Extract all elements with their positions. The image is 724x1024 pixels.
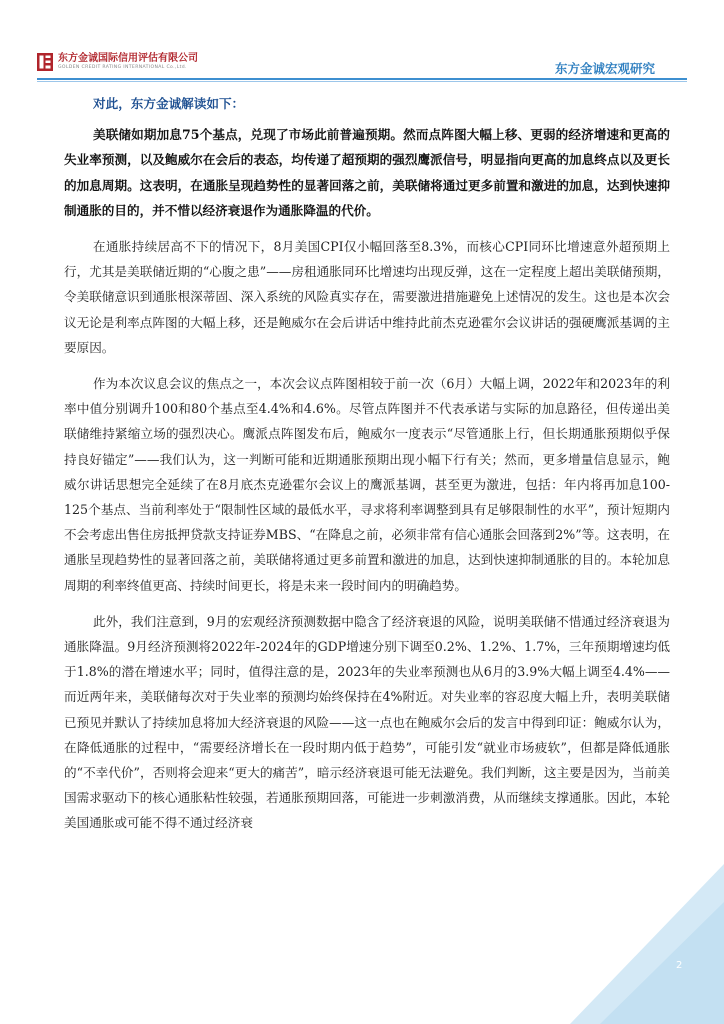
company-name-en: GOLDEN CREDIT RATING INTERNATIONAL Co.,Ltd. [58, 64, 187, 70]
header-divider [37, 78, 687, 80]
page-header [0, 0, 724, 84]
company-name-cn: 东方金诚国际信用评估有限公司 [58, 52, 198, 64]
corner-decoration [570, 864, 724, 1024]
report-brand: 东方金诚宏观研究 [554, 61, 655, 76]
logo-mark-icon [37, 53, 53, 71]
paragraph-inflation: 在通胀持续居高不下的情况下，8月美国CPI仅小幅回落至8.3%，而核心CPI同环比增速意外超预期上行，尤其是美联储近期的“心腹之患”——房租通胀同环比增速均出现反弹，这在一定程度上超出美联储预期，令美联储意识到通胀根深蒂固、深入系统的风险真实存在，需要激进措施避免上述情况的发生。这也是本次会议无论是利率点阵图的大幅上移，还是鲍威尔在会后讲话中维持此前杰克逊霍尔会议讲话的强硬鹰派基调的主要原因。 [64, 239, 670, 355]
company-logo [37, 50, 277, 74]
paragraph-recession-risk: 此外，我们注意到，9月的宏观经济预测数据中隐含了经济衰退的风险，说明美联储不惜通过经济衰退为通胀降温。9月经济预测将2022年-2024年的GDP增速分别下调至0.2%、1.2%、1.7%，三年预期增速均低于1.8%的潜在增速水平；同时，值得注意的是，2023年的失业率预测也从6月的3.9%大幅上调至4.4%——而近两年来，美联储每次对于失业率的预测均始终保持在4%附近。对失业率的容忍度大幅上升，表明美联储已预见并默认了持续加息将加大经济衰退的风险——这一点也在鲍威尔会后的发言中得到印证：鲍威尔认为，在降低通胀的过程中，“需要经济增长在一段时期内低于趋势”，可能引发“就业市场疲软”，但都是降低通胀的“不幸代价”，否则将会迎来“更大的痛苦”，暗示经济衰退可能无法避免。我们判断，这主要是因为，当前美国需求驱动下的核心通胀粘性较强，若通胀预期回落，可能进一步刺激消费，从而继续支撑通胀。因此，本轮美国通胀或可能不得不通过经济衰 [64, 613, 670, 831]
page-number: 2 [676, 960, 683, 971]
paragraph-dot-plot: 作为本次议息会议的焦点之一，本次会议点阵图相较于前一次（6月）大幅上调，2022年和2023年的利率中值分别调升100和80个基点至4.4%和4.6%。尽管点阵图并不代表承诺与实际的加息路径，但传递出美联储维持紧缩立场的强烈决心。鹰派点阵图发布后，鲍威尔一度表示“尽管通胀上行，但长期通胀预期似乎保持良好锚定”——我们认为，这一判断可能和近期通胀预期出现小幅下行有关；然而，更多增量信息显示，鲍威尔讲话思想完全延续了在8月底杰克逊霍尔会议上的鹰派基调，甚至更为激进，包括：年内将再加息100-125个基点、当前利率处于“限制性区域的最低水平，寻求将利率调整到具有足够限制性的水平”，预计短期内不会考虑出售住房抵押贷款支持证券MBS、“在降息之前，必须非常有信心通胀会回落到2%”等。这表明，在通胀呈现趋势性的显著回落之前，美联储将通过更多前置和激进的加息，达到快速抑制通胀的目的。本轮加息周期的利率终值更高、持续时间更长，将是未来一段时间内的明确趋势。 [64, 376, 670, 593]
summary-paragraph: 美联储如期加息75个基点，兑现了市场此前普遍预期。然而点阵图大幅上移、更弱的经济增速和更高的失业率预测，以及鲍威尔在会后的表态，均传递了超预期的强烈鹰派信号，明显指向更高的加息终点以及更长的加息周期。这表明，在通胀呈现趋势性的显著回落之前，美联储将通过更多前置和激进的加息，达到快速抑制通胀的目的，并不惜以经济衰退作为通胀降温的代价。 [64, 127, 670, 218]
document-body [64, 88, 670, 836]
header-divider-thin [37, 81, 687, 82]
intro-heading: 对此，东方金诚解读如下： [93, 96, 245, 111]
